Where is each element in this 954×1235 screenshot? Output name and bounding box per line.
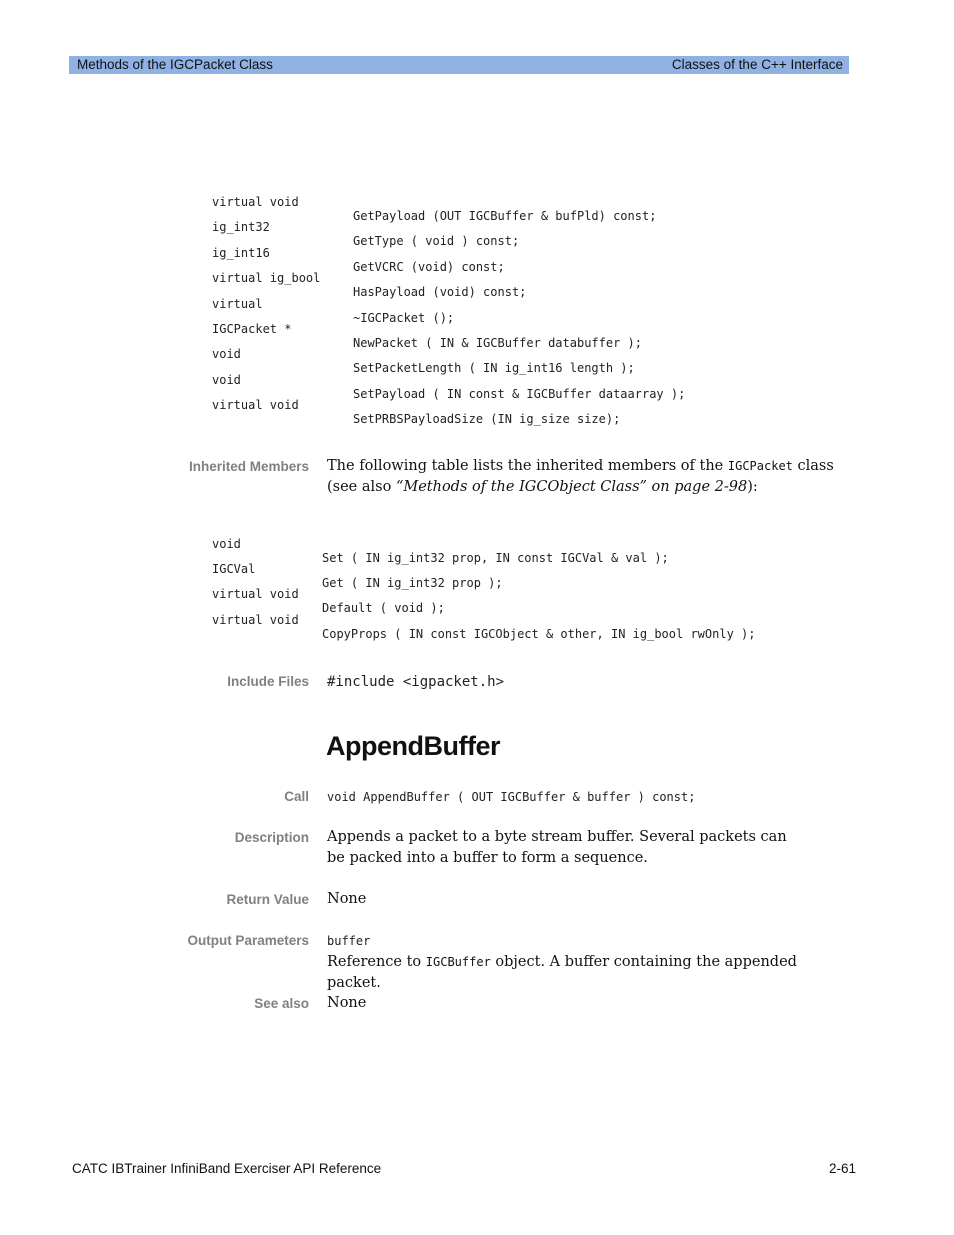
inherited-text-before: The following table lists the inherited members of the [327,458,728,474]
method-return-type: ig_int16 [212,246,270,260]
member-signature: Get ( IN ig_int32 prop ); [322,576,503,590]
return-value-label: Return Value [226,892,309,907]
member-signature: CopyProps ( IN const IGCObject & other, IN ig_bool rwOnly ); [322,627,756,641]
description-text: Appends a packet to a byte stream buffer. Several packets can be packed into a buffer to form a sequence. [327,829,787,866]
method-return-type: virtual void [212,398,299,412]
method-return-type: virtual ig_bool [212,271,321,285]
return-value-text: None [327,891,367,907]
method-return-type: ig_int32 [212,220,270,234]
header-chapter-title: Classes of the C++ Interface [671,57,843,72]
method-signature: SetPayload ( IN const & IGCBuffer dataarray ); [353,387,686,401]
method-signature: NewPacket ( IN & IGCBuffer databuffer ); [353,336,642,350]
member-return-type: IGCVal [212,562,256,576]
method-return-type: virtual void [212,195,299,209]
member-signature: Default ( void ); [322,601,445,615]
member-signature: Set ( IN ig_int32 prop, IN const IGCVal & val ); [322,551,669,565]
footer-doc-title: CATC IBTrainer InfiniBand Exerciser API Reference [72,1161,382,1176]
method-return-type: virtual [212,297,263,311]
method-return-type: void [212,373,241,387]
table-row [212,523,669,565]
output-param-name: buffer [327,934,371,948]
page-number: 2-61 [829,1161,857,1176]
include-files-label: Include Files [227,674,309,689]
method-signature: SetPacketLength ( IN ig_int16 length ); [353,361,635,375]
table-row [212,308,642,350]
method-signature: GetVCRC (void) const; [353,260,505,274]
method-signature: ~IGCPacket (); [353,311,455,325]
output-param-description [327,952,852,994]
method-signature: GetType ( void ) const; [353,234,520,248]
page-header [69,56,849,74]
include-directive: #include <igpacket.h> [327,674,505,690]
output-parameters-label: Output Parameters [187,933,309,948]
inherited-members-text [327,456,847,498]
method-heading: AppendBuffer [326,731,500,761]
inherited-text-mid: class (see also [327,458,834,495]
header-section-title: Methods of the IGCPacket Class [77,57,273,72]
see-also-label: See also [254,996,309,1011]
see-also-text: None [327,995,367,1011]
method-signature: HasPayload (void) const; [353,285,527,299]
method-return-type: void [212,347,241,361]
inherited-members-label: Inherited Members [188,459,309,474]
member-return-type: void [212,537,241,551]
method-signature: GetPayload (OUT IGCBuffer & bufPld) const; [353,209,657,223]
class-name-code: IGCPacket [727,459,793,473]
cross-reference-link[interactable]: “Methods of the IGCObject Class” on page 2-98 [395,479,748,495]
call-label: Call [284,789,309,804]
output-text-before: Reference to [327,954,426,970]
inherited-text-after: ): [747,479,758,495]
method-return-type: IGCPacket * [212,322,292,336]
member-return-type: virtual void [212,613,299,627]
output-text-after: object. A buffer containing the appended packet. [327,954,797,991]
table-row [212,181,657,223]
method-signature: SetPRBSPayloadSize (IN ig_size size); [353,412,621,426]
member-return-type: virtual void [212,587,299,601]
call-signature: void AppendBuffer ( OUT IGCBuffer & buffer ) const; [327,790,696,804]
description-label: Description [234,830,309,845]
buffer-class-code: IGCBuffer [425,955,491,969]
